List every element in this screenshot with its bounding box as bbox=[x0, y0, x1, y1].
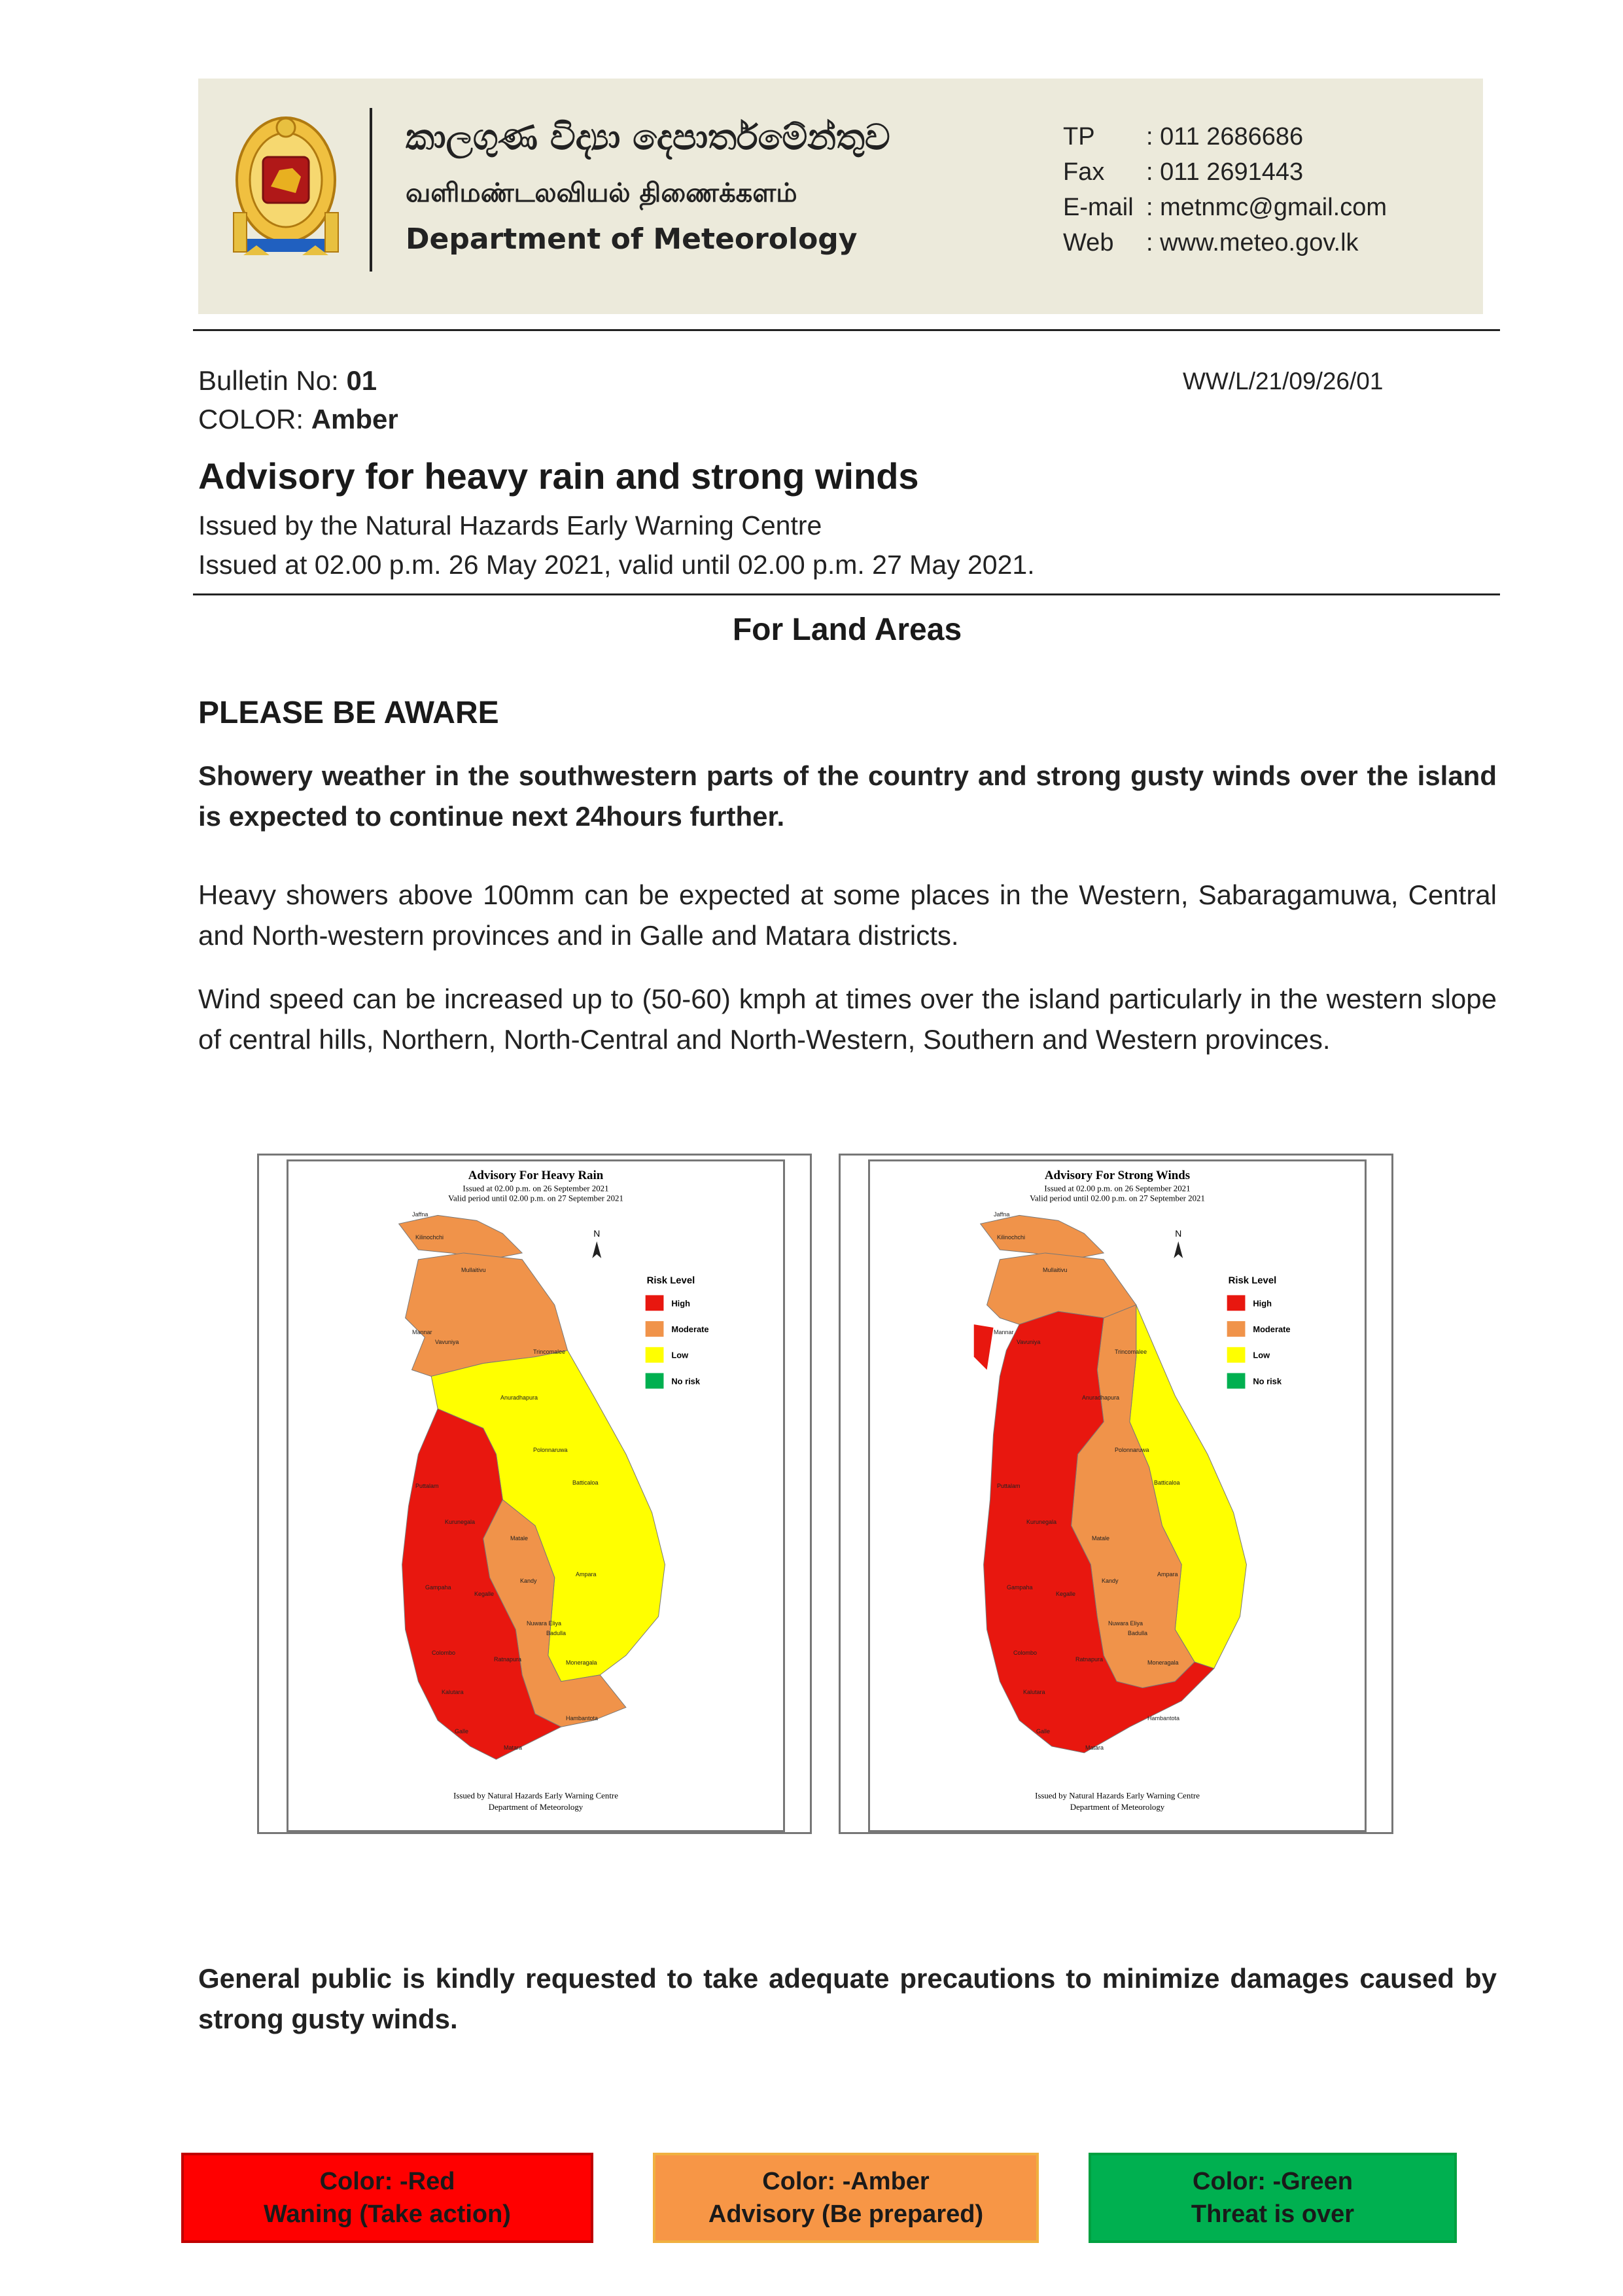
map-footer-1: Issued by Natural Hazards Early Warning Centre bbox=[1035, 1791, 1200, 1801]
strong-winds-map bbox=[839, 1154, 1393, 1834]
legend-low-label: Low bbox=[1253, 1350, 1270, 1360]
district-label: Anuradhapura bbox=[500, 1394, 538, 1401]
map-valid: Valid period until 02.00 p.m. on 27 September 2021 bbox=[448, 1193, 623, 1203]
department-name-english: Department of Meteorology bbox=[406, 222, 858, 256]
district-label: Vavuniya bbox=[1017, 1339, 1041, 1345]
district-label: Mullaitivu bbox=[1043, 1267, 1068, 1273]
district-label: Ampara bbox=[576, 1571, 597, 1578]
district-label: Kalutara bbox=[1023, 1689, 1045, 1695]
issued-at: Issued at 02.00 p.m. 26 May 2021, valid until 02.00 p.m. 27 May 2021. bbox=[198, 550, 1035, 580]
district-label: Ampara bbox=[1157, 1571, 1178, 1578]
legend-low-swatch bbox=[646, 1347, 664, 1363]
contact-fax-label: Fax bbox=[1063, 158, 1105, 186]
north-arrow-icon bbox=[592, 1241, 601, 1258]
color-key-red-title: Color: -Red bbox=[319, 2168, 455, 2195]
color-key-red-meaning: Waning (Take action) bbox=[264, 2200, 511, 2228]
contact-tp-value: : 011 2686686 bbox=[1146, 123, 1304, 150]
legend-moderate-label: Moderate bbox=[671, 1324, 709, 1334]
north-arrow-label: N bbox=[593, 1228, 601, 1239]
bulletin-number: Bulletin No: 01 bbox=[198, 365, 377, 396]
color-key-green-title: Color: -Green bbox=[1193, 2168, 1353, 2195]
district-label: Batticaloa bbox=[1154, 1479, 1180, 1486]
map-issued: Issued at 02.00 p.m. on 26 September 2021 bbox=[1044, 1184, 1191, 1193]
legend-title: Risk Level bbox=[1228, 1275, 1277, 1286]
district-label: Badulla bbox=[546, 1630, 567, 1636]
color-key-red bbox=[181, 2153, 593, 2243]
district-label: Kandy bbox=[1102, 1578, 1119, 1584]
district-label: Galle bbox=[455, 1728, 469, 1735]
district-label: Kandy bbox=[520, 1578, 537, 1584]
issued-by: Issued by the Natural Hazards Early Warning Centre bbox=[198, 510, 822, 540]
district-label: Kilinochchi bbox=[997, 1234, 1026, 1241]
district-label: Gampaha bbox=[425, 1584, 451, 1591]
district-label: Ratnapura bbox=[494, 1656, 522, 1663]
district-label: Matara bbox=[504, 1744, 523, 1751]
district-label: Kurunegala bbox=[1026, 1519, 1057, 1525]
header-rule bbox=[193, 329, 1500, 331]
legend-norisk-label: No risk bbox=[1253, 1376, 1282, 1386]
legend-low-swatch bbox=[1227, 1347, 1246, 1363]
district-label: Moneragala bbox=[1147, 1659, 1179, 1666]
district-label: Nuwara Eliya bbox=[527, 1620, 562, 1627]
district-label: Kurunegala bbox=[445, 1519, 476, 1525]
district-label: Colombo bbox=[432, 1650, 456, 1656]
map-canvas bbox=[870, 1161, 1365, 1830]
district-label: Polonnaruwa bbox=[1115, 1447, 1149, 1453]
map-footer-1: Issued by Natural Hazards Early Warning Centre bbox=[453, 1791, 618, 1801]
district-label: Jaffna bbox=[412, 1211, 428, 1218]
legend-high-label: High bbox=[1253, 1298, 1272, 1309]
color-key-amber bbox=[653, 2153, 1039, 2243]
district-label: Nuwara Eliya bbox=[1108, 1620, 1143, 1627]
district-label: Trincomalee bbox=[533, 1349, 566, 1355]
map-issued: Issued at 02.00 p.m. on 26 September 2021 bbox=[462, 1184, 609, 1193]
district-label: Kilinochchi bbox=[415, 1234, 444, 1241]
district-label: Hambantota bbox=[566, 1715, 599, 1722]
header-divider bbox=[370, 108, 372, 272]
title-rule bbox=[193, 593, 1500, 595]
district-label: Matale bbox=[510, 1535, 529, 1542]
department-name-tamil: வளிமண்டலவியல் திணைக்களம் bbox=[406, 178, 797, 208]
contact-web-value[interactable]: : www.meteo.gov.lk bbox=[1146, 229, 1359, 256]
advisory-headline: Advisory for heavy rain and strong winds bbox=[198, 455, 919, 497]
color-key-green bbox=[1089, 2153, 1457, 2243]
region-north bbox=[399, 1215, 523, 1259]
district-label: Mullaitivu bbox=[461, 1267, 486, 1273]
department-name-sinhala: කාලගුණ විද්‍යා දෙපාර්තමේන්තුව bbox=[406, 116, 890, 158]
district-label: Ratnapura bbox=[1075, 1656, 1104, 1663]
district-label: Hambantota bbox=[1147, 1715, 1180, 1722]
legend-moderate-label: Moderate bbox=[1253, 1324, 1291, 1334]
color-key-amber-title: Color: -Amber bbox=[762, 2168, 930, 2195]
sri-lanka-emblem-logo bbox=[230, 108, 341, 268]
legend-high-swatch bbox=[646, 1295, 664, 1311]
contact-fax-value: : 011 2691443 bbox=[1146, 158, 1304, 186]
district-label: Mannar bbox=[994, 1329, 1014, 1335]
district-label: Puttalam bbox=[415, 1483, 439, 1489]
district-label: Kegalle bbox=[1056, 1591, 1076, 1597]
legend-low-label: Low bbox=[671, 1350, 689, 1360]
legend-title: Risk Level bbox=[646, 1275, 695, 1286]
district-label: Badulla bbox=[1128, 1630, 1148, 1636]
district-label: Jaffna bbox=[994, 1211, 1010, 1218]
aware-heading: PLEASE BE AWARE bbox=[198, 696, 499, 730]
district-label: Mannar bbox=[412, 1329, 432, 1335]
wind-paragraph: Wind speed can be increased up to (50-60) kmph at times over the island particularly in the western slope of central hills, Northern, North-Central and North-Western, Southern and Western provinces. bbox=[198, 983, 1497, 1055]
closing-request: General public is kindly requested to take adequate precautions to minimize damages caused by strong gusty winds. bbox=[198, 1963, 1497, 2034]
district-label: Anuradhapura bbox=[1082, 1394, 1120, 1401]
district-label: Kalutara bbox=[442, 1689, 464, 1695]
legend-moderate-swatch bbox=[646, 1321, 664, 1337]
map-footer-2: Department of Meteorology bbox=[488, 1803, 584, 1812]
rain-paragraph: Heavy showers above 100mm can be expected at some places in the Western, Sabaragamuwa, Central and North-western provinces and in Galle and Matara districts. bbox=[198, 879, 1497, 951]
district-label: Matara bbox=[1085, 1744, 1104, 1751]
district-label: Moneragala bbox=[566, 1659, 597, 1666]
map-title: Advisory For Strong Winds bbox=[1044, 1168, 1191, 1182]
legend-norisk-label: No risk bbox=[671, 1376, 701, 1386]
map-canvas bbox=[288, 1161, 783, 1830]
region-north bbox=[981, 1215, 1104, 1259]
map-valid: Valid period until 02.00 p.m. on 27 September 2021 bbox=[1030, 1193, 1205, 1203]
region-mannar-island bbox=[974, 1324, 994, 1369]
district-label: Batticaloa bbox=[572, 1479, 599, 1486]
legend-high-swatch bbox=[1227, 1295, 1246, 1311]
district-label: Matale bbox=[1092, 1535, 1110, 1542]
bulletin-color: COLOR: Amber bbox=[198, 404, 398, 434]
section-heading: For Land Areas bbox=[732, 612, 962, 647]
map-panel bbox=[868, 1159, 1367, 1832]
legend-high-label: High bbox=[671, 1298, 690, 1309]
district-label: Galle bbox=[1036, 1728, 1051, 1735]
district-label: Polonnaruwa bbox=[533, 1447, 568, 1453]
heavy-rain-map bbox=[257, 1154, 812, 1834]
north-arrow-label: N bbox=[1175, 1228, 1182, 1239]
map-panel bbox=[287, 1159, 785, 1832]
district-label: Puttalam bbox=[997, 1483, 1021, 1489]
color-key-green-meaning: Threat is over bbox=[1191, 2200, 1355, 2228]
legend-norisk-swatch bbox=[646, 1373, 664, 1388]
contact-tp-label: TP bbox=[1063, 123, 1095, 150]
legend-norisk-swatch bbox=[1227, 1373, 1246, 1388]
map-footer-2: Department of Meteorology bbox=[1070, 1803, 1165, 1812]
district-label: Trincomalee bbox=[1115, 1349, 1147, 1355]
legend-moderate-swatch bbox=[1227, 1321, 1246, 1337]
color-key-amber-meaning: Advisory (Be prepared) bbox=[708, 2200, 984, 2228]
district-label: Colombo bbox=[1013, 1650, 1038, 1656]
north-arrow-icon bbox=[1174, 1241, 1183, 1258]
district-label: Gampaha bbox=[1007, 1584, 1033, 1591]
contact-email-label: E-mail bbox=[1063, 194, 1134, 221]
map-title: Advisory For Heavy Rain bbox=[468, 1168, 604, 1182]
contact-web-label: Web bbox=[1063, 229, 1114, 256]
summary-paragraph: Showery weather in the southwestern parts of the country and strong gusty winds over the island is expected to continue next 24hours further. bbox=[198, 760, 1497, 832]
bulletin-reference: WW/L/21/09/26/01 bbox=[1183, 368, 1384, 395]
contact-email-value[interactable]: : metnmc@gmail.com bbox=[1146, 194, 1387, 221]
district-label: Kegalle bbox=[474, 1591, 495, 1597]
district-label: Vavuniya bbox=[435, 1339, 459, 1345]
